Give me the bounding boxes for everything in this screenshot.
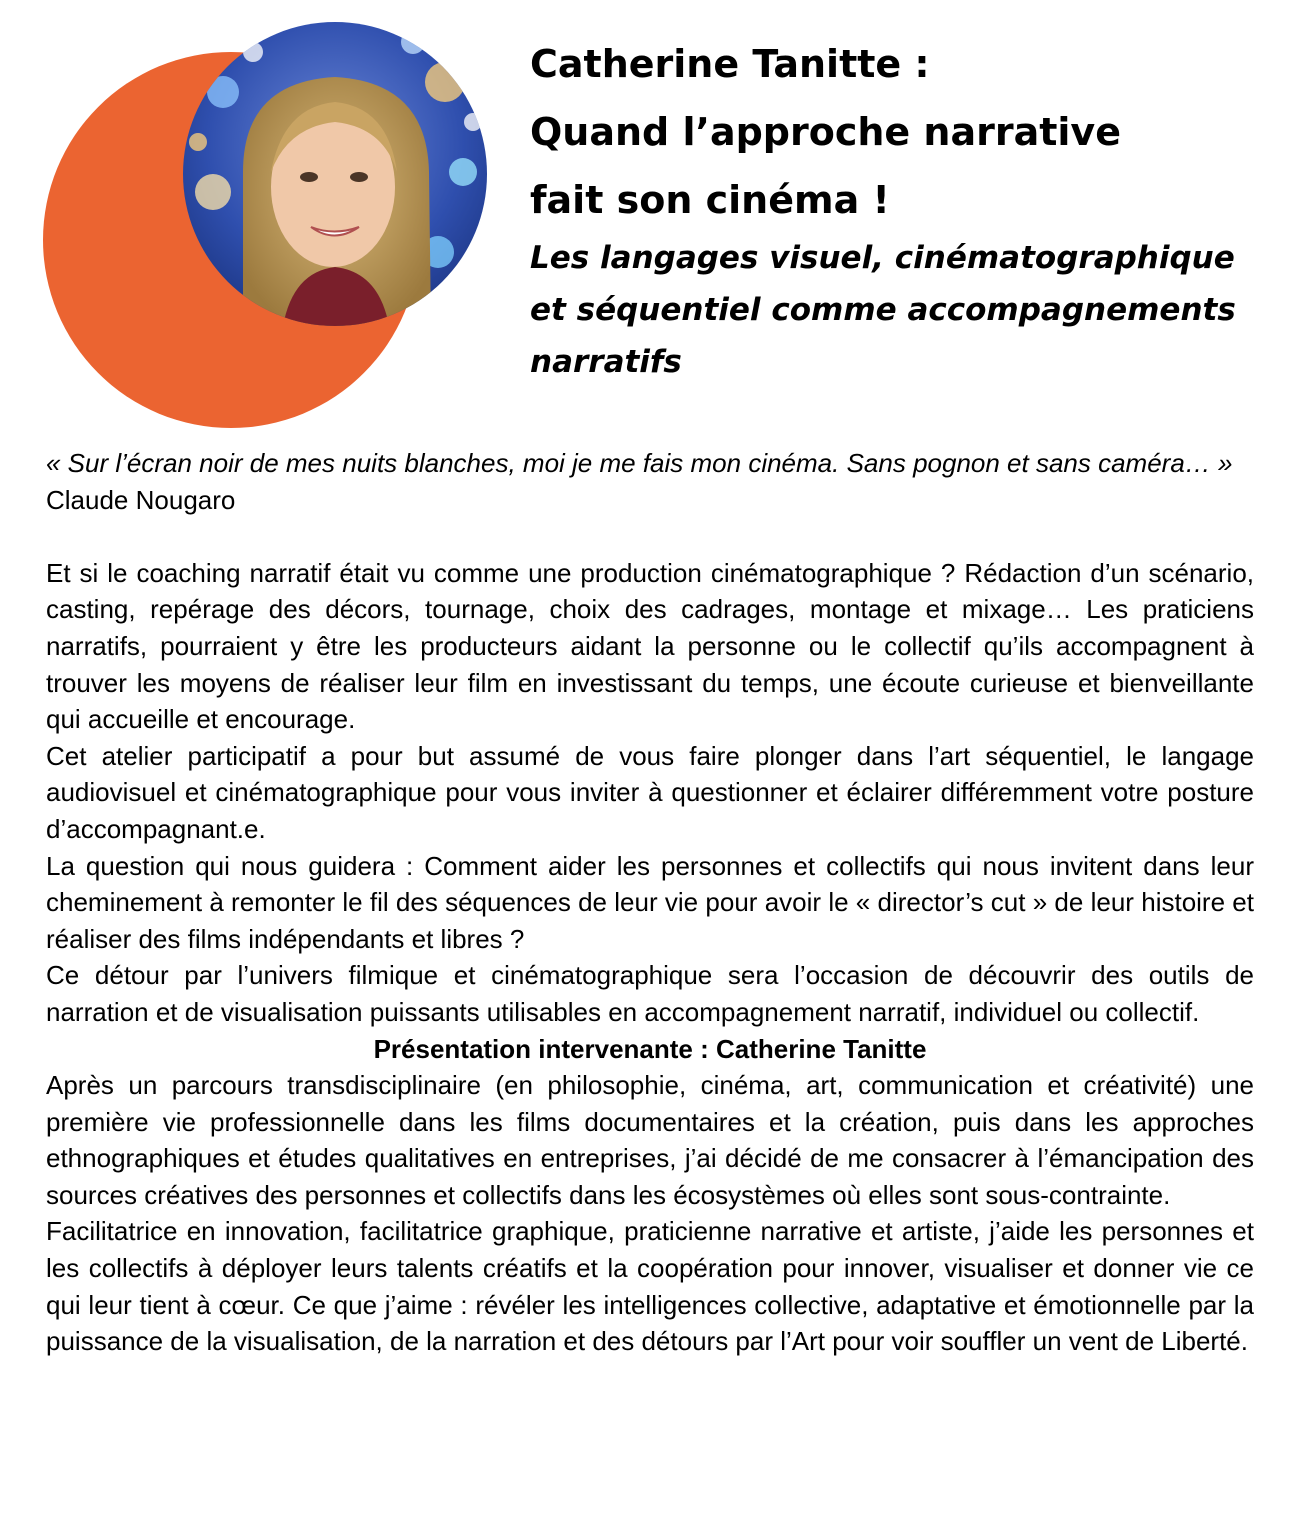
title-line: Catherine Tanitte : [530,42,930,86]
quote-text: « Sur l’écran noir de mes nuits blanches, moi je me fais mon cinéma. Sans pognon et sans caméra… » [46,448,1233,478]
page-title [530,30,1290,234]
presentation-heading: Présentation intervenante : Catherine Tanitte [373,1033,927,1064]
page-subtitle [530,232,1290,388]
subtitle-line: Les langages visuel, cinématographique [530,240,1235,276]
paragraph: Cet atelier participatif a pour but assumé de vous faire plonger dans l’art séquentiel, le langage audiovisuel et cinématographique pour vous inviter à questionner et éclairer différemment votre posture d’accompagnant.e. [46,740,1254,844]
title-line: fait son cinéma ! [530,178,890,222]
speaker-portrait-photo [183,22,487,326]
paragraph: Facilitatrice en innovation, facilitatrice graphique, praticienne narrative et artiste, j’aide les personnes et les collectifs à déployer leurs talents créatifs et la coopération pour innover, visualiser et donner vie ce qui leur tient à cœur. Ce que j’aime : révéler les intelligences collective, adaptative et émotionnelle par la puissance de la visualisation, de la narration et des détours par l’Art pour voir souffler un vent de Liberté. [46,1216,1254,1357]
paragraph: Ce détour par l’univers filmique et cinématographique sera l’occasion de découvrir des outils de narration et de visualisation puissants utilisables en accompagnement narratif, individuel ou collectif. [46,960,1254,1027]
epigraph-quote [46,445,1254,518]
article-body [46,445,1254,1360]
paragraph: Et si le coaching narratif était vu comme une production cinématographique ? Rédaction d’un scénario, casting, repérage des décors, tournage, choix des cadrages, montage et mixage… Les praticiens narratifs, pourraient y être les producteurs aidant la personne ou le collectif qu’ils accompagnent à trouver les moyens de réaliser leur film en investissant du temps, une écoute curieuse et bienveillante qui accueille et encourage. [46,557,1254,735]
title-line: Quand l’approche narrative [530,110,1121,154]
subtitle-line: et séquentiel comme accompagnements [530,292,1236,328]
paragraph: La question qui nous guidera : Comment aider les personnes et collectifs qui nous invitent dans leur cheminement à remonter le fil des séquences de leur vie pour avoir le « director’s cut » de leur histoire et réaliser des films indépendants et libres ? [46,850,1254,954]
paragraph: Après un parcours transdisciplinaire (en philosophie, cinéma, art, communication et créativité) une première vie professionnelle dans les films documentaires et la création, puis dans les approches ethnographiques et études qualitatives en entreprises, j’ai décidé de me consacrer à l’émancipation des sources créatives des personnes et collectifs dans les écosystèmes où elles sont sous-contrainte. [46,1070,1254,1210]
quote-author: Claude Nougaro [46,484,236,515]
subtitle-line: narratifs [530,344,682,380]
